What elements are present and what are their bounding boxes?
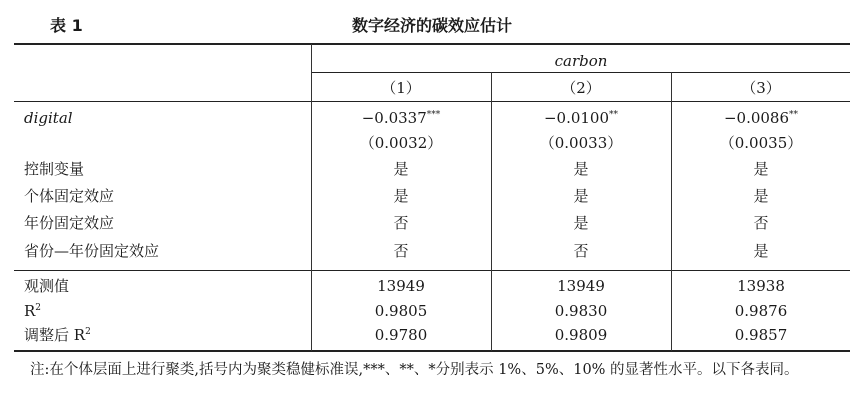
- table-cell: 是: [753, 187, 769, 205]
- stat-cell: 0.9830: [554, 302, 608, 320]
- col-divider-2: [491, 72, 492, 351]
- column-header: （2）: [561, 79, 601, 97]
- column-header: （1）: [381, 79, 421, 97]
- coef-cell: −0.0100**: [543, 109, 619, 127]
- coef-cell: −0.0086**: [723, 109, 799, 127]
- header-rule: [14, 101, 850, 102]
- stat-cell: 0.9876: [734, 302, 788, 320]
- se-cell: （0.0032）: [359, 134, 443, 152]
- stat-cell: 0.9809: [554, 326, 608, 344]
- row-label: 省份—年份固定效应: [24, 242, 160, 260]
- table-cell: 是: [393, 160, 409, 178]
- row-label: 年份固定效应: [24, 214, 115, 232]
- table-cell: 否: [393, 214, 409, 232]
- stat-cell: 0.9805: [374, 302, 428, 320]
- se-cell: （0.0035）: [719, 134, 803, 152]
- stat-cell: 13949: [557, 277, 605, 295]
- carbon-underline: [311, 72, 850, 73]
- bottom-rule: [14, 350, 850, 352]
- row-label: 个体固定效应: [24, 187, 115, 205]
- row-label: 控制变量: [24, 160, 85, 178]
- table-title: 数字经济的碳效应估计: [351, 16, 513, 35]
- stat-cell: 0.9857: [734, 326, 788, 344]
- stat-cell: 13938: [737, 277, 785, 295]
- table-cell: 否: [753, 214, 769, 232]
- top-rule: [14, 43, 850, 45]
- table-cell: 是: [573, 214, 589, 232]
- col-divider-1: [311, 44, 312, 351]
- column-header: （3）: [741, 79, 781, 97]
- coef-cell: −0.0337***: [361, 109, 441, 127]
- table-cell: 是: [573, 160, 589, 178]
- table-label: 表 1: [50, 16, 83, 35]
- table-cell: 是: [573, 187, 589, 205]
- table-cell: 是: [393, 187, 409, 205]
- table-cell: 否: [393, 242, 409, 260]
- table-cell: 否: [573, 242, 589, 260]
- table-cell: 是: [753, 160, 769, 178]
- row-label-digital: digital: [24, 109, 73, 127]
- table-note: 注:在个体层面上进行聚类,括号内为聚类稳健标准误,***、**、*分别表示 1%、5%、10% 的显著性水平。以下各表同。: [30, 362, 799, 378]
- stat-cell: 0.9780: [374, 326, 428, 344]
- stat-label: $R^2$: [24, 302, 42, 320]
- stat-label: 观测值: [24, 277, 70, 295]
- se-cell: （0.0033）: [539, 134, 623, 152]
- dependent-var-header: carbon: [554, 52, 608, 70]
- table-cell: 是: [753, 242, 769, 260]
- stat-cell: 13949: [377, 277, 425, 295]
- stat-label: 调整后 $R^2$: [24, 326, 91, 344]
- stats-rule: [14, 270, 850, 271]
- col-divider-3: [671, 72, 672, 351]
